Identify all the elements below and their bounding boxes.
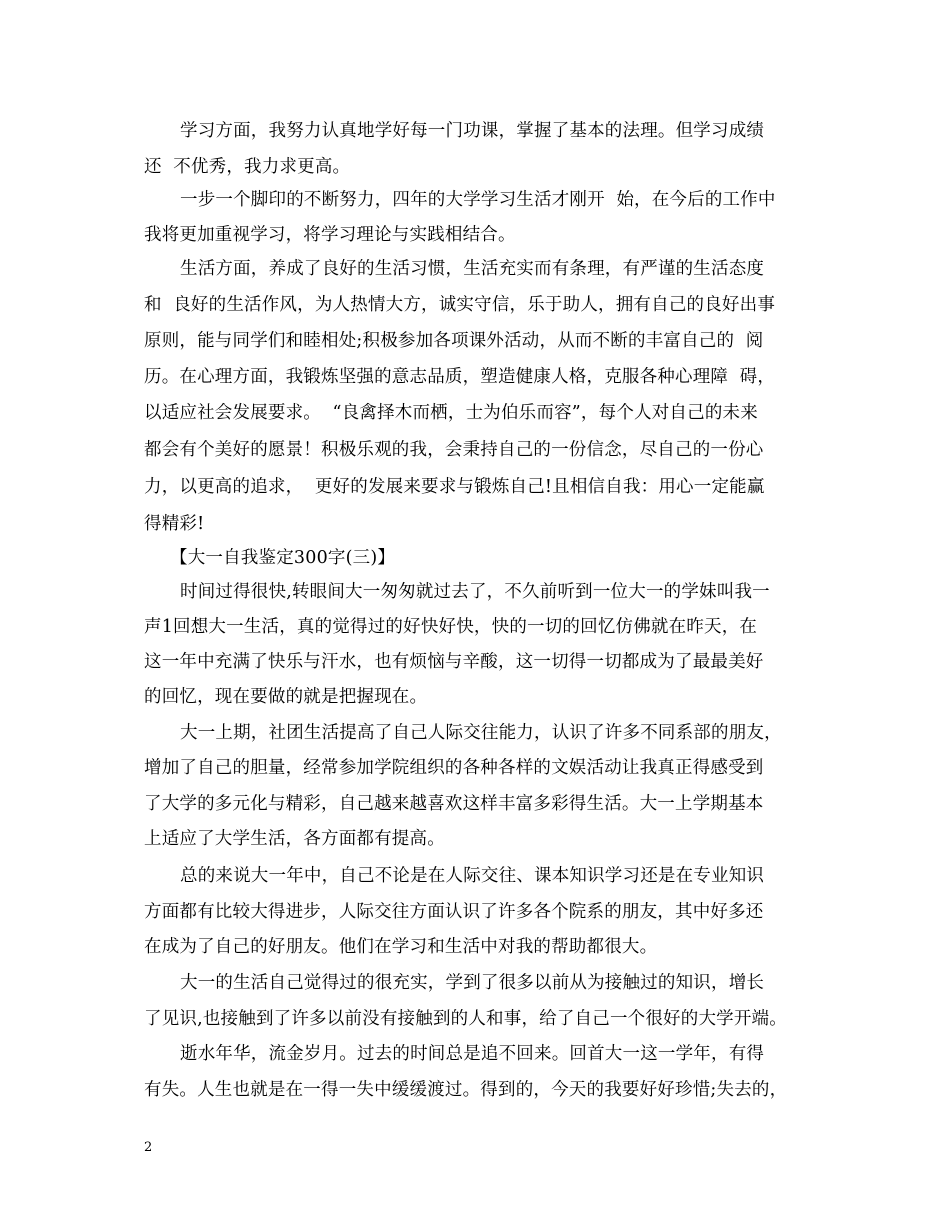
text-line: 以适应社会发展要求。 “良禽择木而栖，士为伯乐而容”，每个人对自己的未来 [144,403,758,423]
text-line: 有失。人生也就是在一得一失中缓缓渡过。得到的，今天的我要好好珍惜;失去的， [144,1080,788,1100]
text-line: 我将更加重视学习，将学习理论与实践相结合。 [144,225,516,245]
text-line: 在成为了自己的好朋友。他们在学习和生活中对我的帮助都很大。 [144,937,658,957]
text-line: 这一年中充满了快乐与汗水，也有烦恼与辛酸，这一切得一切都成为了最最美好 [144,652,764,672]
text-line: 一步一个脚印的不断努力，四年的大学学习生活才刚开 始，在今后的工作中 [180,190,776,210]
text-line: 历。在心理方面，我锻炼坚强的意志品质，塑造健康人格，克服各种心理障 碍， [144,367,776,387]
text-line: 都会有个美好的愿景！积极乐观的我，会秉持自己的一份信念，尽自己的一份心 [144,440,764,460]
text-line: 的回忆，现在要做的就是把握现在。 [144,687,428,707]
text-line: 大一的生活自己觉得过的很充实，学到了很多以前从为接触过的知识，增长 [180,973,765,993]
section-heading: 【大一自我鉴定300字(三)】 [170,548,396,568]
text-line: 学习方面，我努力认真地学好每一门功课，掌握了基本的法理。但学习成绩 [180,121,765,141]
text-line: 了大学的多元化与精彩，自己越来越喜欢这样丰富多彩得生活。大一上学期基本 [144,794,764,814]
text-line: 还 不优秀，我力求更高。 [144,157,351,177]
text-line: 逝水年华，流金岁月。过去的时间总是追不回来。回首大一这一学年，有得 [180,1044,765,1064]
text-line: 声1回想大一生活，真的觉得过的好快好快，快的一切的回忆仿佛就在昨天，在 [144,617,758,637]
text-line: 时间过得很快,转眼间大一匆匆就过去了，不久前听到一位大一的学妹叫我一 [180,582,770,602]
text-line: 总的来说大一年中，自己不论是在人际交往、课本知识学习还是在专业知识 [180,866,765,886]
text-line: 力，以更高的追求， 更好的发展来要求与锻炼自己!且相信自我：用心一定能赢 [144,477,765,497]
text-line: 和 良好的生活作风，为人热情大方，诚实守信，乐于助人，拥有自己的良好出事 [144,295,776,315]
text-line: 原则，能与同学们和睦相处;积极参加各项课外活动，从而不断的丰富自己的 阅 [144,331,764,351]
text-line: 上适应了大学生活，各方面都有提高。 [144,829,445,849]
page-number: 2 [144,1140,153,1155]
text-line: 得精彩! [144,514,205,534]
text-line: 大一上期，社团生活提高了自己人际交往能力，认识了许多不同系部的朋友， [180,723,782,743]
text-line: 增加了自己的胆量，经常参加学院组织的各种各样的文娱活动让我真正得感受到 [144,758,764,778]
text-line: 了见识,也接触到了许多以前没有接触到的人和事，给了自己一个很好的大学开端。 [144,1009,787,1029]
text-line: 生活方面，养成了良好的生活习惯，生活充实而有条理，有严谨的生活态度 [180,259,765,279]
text-line: 方面都有比较大得进步，人际交往方面认识了许多各个院系的朋友，其中好多还 [144,902,764,922]
